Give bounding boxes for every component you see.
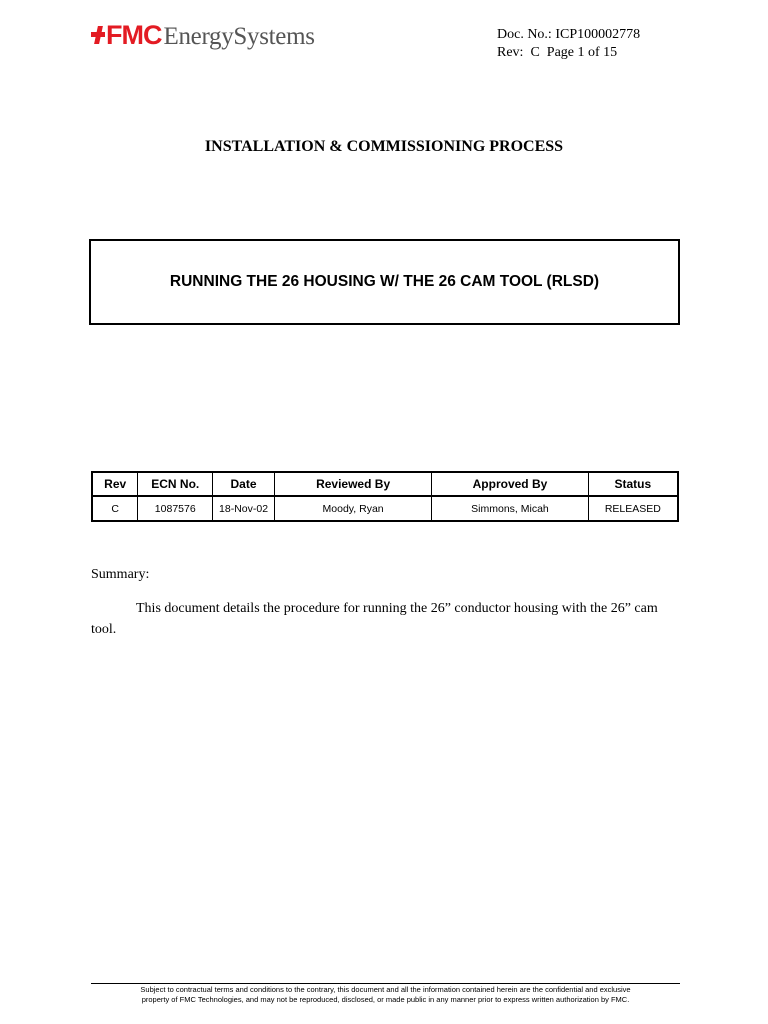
footer-divider	[91, 983, 680, 984]
table-header-row	[92, 472, 678, 496]
summary-text: This document details the procedure for running the 26” conductor housing with the 26” cam tool.	[91, 601, 658, 637]
page-title: INSTALLATION & COMMISSIONING PROCESS	[204, 138, 564, 155]
procedure-title-box	[89, 239, 680, 325]
footer-line-2: property of FMC Technologies, and may not be reproduced, disclosed, or made public in any manner prior to express written authorization by FMC.	[141, 995, 630, 1004]
logo-mark-text: FMC	[106, 20, 162, 50]
logo-text: EnergySystems	[163, 23, 315, 50]
column-header-reviewed-by: Reviewed By	[274, 472, 431, 496]
column-header-approved-by: Approved By	[432, 472, 588, 496]
cell-ecn: 1087576	[138, 496, 213, 521]
doc-number: Doc. No.: ICP100002778	[497, 27, 641, 42]
column-header-date: Date	[213, 472, 275, 496]
table-row	[92, 496, 678, 521]
revision-page: Rev: C Page 1 of 15	[497, 45, 618, 60]
cell-approved-by: Simmons, Micah	[432, 496, 588, 521]
revision-table	[91, 471, 679, 522]
logo-mark	[91, 20, 161, 50]
column-header-rev: Rev	[92, 472, 138, 496]
confidentiality-footer	[91, 985, 680, 1005]
cell-rev: C	[92, 496, 138, 521]
document-info	[497, 26, 640, 62]
procedure-title: RUNNING THE 26 HOUSING W/ THE 26 CAM TOOL (RLSD)	[169, 273, 600, 290]
company-logo	[91, 20, 315, 52]
column-header-ecn: ECN No.	[138, 472, 213, 496]
cell-date: 18-Nov-02	[213, 496, 275, 521]
cell-status: RELEASED	[588, 496, 678, 521]
footer-line-1: Subject to contractual terms and conditions to the contrary, this document and all the information contained herein are the confidential and exclusive	[140, 985, 631, 994]
summary-label: Summary:	[91, 567, 150, 582]
cell-reviewed-by: Moody, Ryan	[274, 496, 431, 521]
column-header-status: Status	[588, 472, 678, 496]
logo-cross-icon	[91, 26, 105, 44]
